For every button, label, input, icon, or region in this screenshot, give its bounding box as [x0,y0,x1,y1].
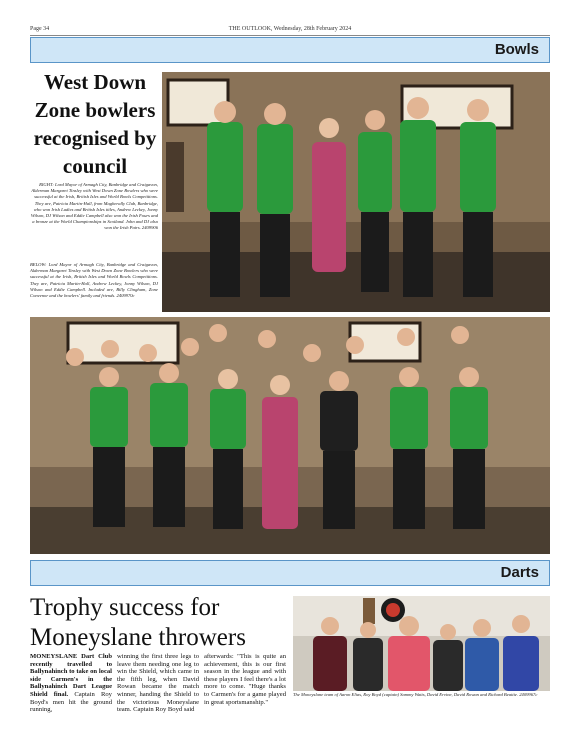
section-label-bowls: Bowls [494,41,539,58]
darts-column-3: afterwards: "This is quite an achievement, this is our first season in the league and with these players I feel there's a lot more to come. "Huge thanks to Carmen's for a game played in great sportsmanship." [204,653,286,706]
section-bar-darts [30,560,550,586]
bowls-photo-group [30,317,550,554]
darts-lead-paragraph: MONEYSLANE Dart Club recently travelled to Ballynahinch to take on local side Carmen's in the Ballynahinch Dart League Shield final. [30,653,112,698]
darts-caption: The Moneyslane team of Aaron Elias, Roy Boyd (captain) Sammy Watts, David Ervine, David Rowan and Richard Beattie. 2409967c [293,692,538,697]
bowls-caption-right: RIGHT: Lord Mayor of Armagh City, Banbridge and Craigavon, Alderman Margaret Tinsley with West Down Zone Bowlers who were successful at the Irish, British Isles and World Bowls Competitions. They are, Patricia Martin-Hall, from Magherally Club, Banbridge, who won Irish Ladies and British Isles titles, Andrew Leckey, Jonny Wilson, DJ Wilson and Eddie Campbell also won the Irish Fours and a bronze at the World Championships in Scotland. John and DJ also won the Irish Pairs. 2409906 [30,182,158,231]
running-head [30,25,550,36]
darts-column-1 [30,653,112,714]
bowls-photo-top [162,72,550,312]
section-bar-bowls [30,37,550,63]
masthead: THE OUTLOOK, Wednesday, 28th February 2024 [228,26,352,32]
section-label-darts: Darts [500,564,539,581]
darts-column-2: winning the first three legs to leave them needing one leg to win the Shield, which came in the fifth leg, when David Rowan became the match winner, handing the Shield to the victorious Moneyslane team. Captain Roy Boyd said [117,653,199,714]
darts-photo [293,596,550,691]
bowls-caption-below: BELOW: Lord Mayor of Armagh City, Banbridge and Craigavon, Alderman Margaret Tinsley with West Down Zone Bowlers who were successful at the Irish, British Isles and World Bowls Competitions. They are, Patricia Martin-Hall, Andrew Leckey, Jonny Wilson, DJ Wilson and Eddie Campbell. Included are, Billy Clingham, Zone Convenor and the bowlers' family and friends. 2409970c [30,262,158,299]
darts-headline: Trophy success for Moneyslane throwers [30,594,246,651]
page-number: Page 34 [30,26,50,32]
bowls-headline: West Down Zone bowlers recognised by council [33,70,157,178]
darts-column-1-body: Captain Roy Boyd's men hit the ground running, [30,690,112,714]
